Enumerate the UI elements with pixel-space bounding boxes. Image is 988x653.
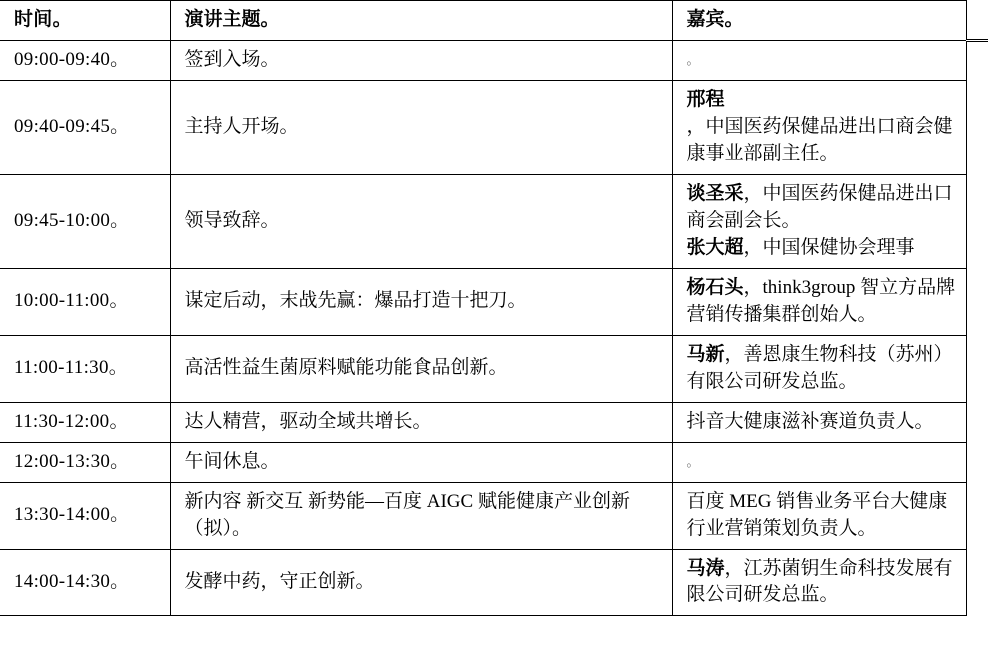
table-row [0,80,988,174]
cell-time: 09:00-09:40。 [0,40,170,80]
table-row [0,402,988,442]
cell-time: 10:00-11:00。 [0,268,170,335]
guest-line: 谈圣采，中国医药保健品进出口商会副会长。 [686,182,953,231]
cell-time: 09:40-09:45。 [0,80,170,174]
cell-topic: 谋定后动，末战先赢：爆品打造十把刀。 [170,268,672,335]
cell-topic: 发酵中药，守正创新。 [170,549,672,616]
table-row [0,335,988,402]
cell-overflow [966,40,988,80]
cell-time: 14:00-14:30。 [0,549,170,616]
table-header-row [0,1,988,41]
cell-overflow [966,549,988,616]
cell-guest [672,80,966,174]
cell-overflow [966,335,988,402]
cell-overflow [966,482,988,549]
cell-time: 11:00-11:30。 [0,335,170,402]
guest-line: 。 [686,52,700,68]
table-row [0,174,988,268]
guest-line: 马新，善恩康生物科技（苏州）有限公司研发总监。 [686,343,953,392]
cell-time: 11:30-12:00。 [0,402,170,442]
column-header-topic: 演讲主题。 [170,1,672,41]
guest-line: 马涛，江苏菌钥生命科技发展有限公司研发总监。 [686,557,953,606]
cell-guest [672,40,966,80]
cell-topic: 签到入场。 [170,40,672,80]
cell-overflow [966,174,988,268]
guest-line: ，中国医药保健品进出口商会健康事业部副主任。 [686,115,953,164]
cell-overflow [966,268,988,335]
cell-guest [672,402,966,442]
table-body [0,40,988,615]
guest-line: 杨石头，think3group 智立方品牌营销传播集群创始人。 [686,276,956,325]
cell-guest [672,174,966,268]
cell-overflow [966,80,988,174]
cell-guest [672,442,966,482]
cell-time: 13:30-14:00。 [0,482,170,549]
table-row [0,482,988,549]
guest-line: 。 [686,453,700,469]
cell-overflow [966,442,988,482]
table-header [0,1,988,41]
cell-guest [672,268,966,335]
cell-topic: 领导致辞。 [170,174,672,268]
cell-topic: 新内容 新交互 新势能—百度 AIGC 赋能健康产业创新（拟）。 [170,482,672,549]
guest-line: 张大超，中国保健协会理事 [686,236,915,258]
cell-time: 09:45-10:00。 [0,174,170,268]
table-row [0,442,988,482]
cell-topic: 高活性益生菌原料赋能功能食品创新。 [170,335,672,402]
cell-guest [672,335,966,402]
guest-line: 抖音大健康滋补赛道负责人。 [686,410,934,432]
cell-guest [672,482,966,549]
cell-guest [672,549,966,616]
table-row [0,549,988,616]
column-header-guest: 嘉宾。 [672,1,966,41]
guest-line: 邢程 [686,88,725,110]
cell-topic: 午间休息。 [170,442,672,482]
cell-time: 12:00-13:30。 [0,442,170,482]
column-header-time: 时间。 [0,1,170,41]
table-row [0,40,988,80]
cell-overflow [966,402,988,442]
table-row [0,268,988,335]
column-header-overflow [966,1,988,41]
guest-line: 百度 MEG 销售业务平台大健康行业营销策划负责人。 [686,490,948,539]
cell-topic: 主持人开场。 [170,80,672,174]
cell-topic: 达人精营，驱动全域共增长。 [170,402,672,442]
